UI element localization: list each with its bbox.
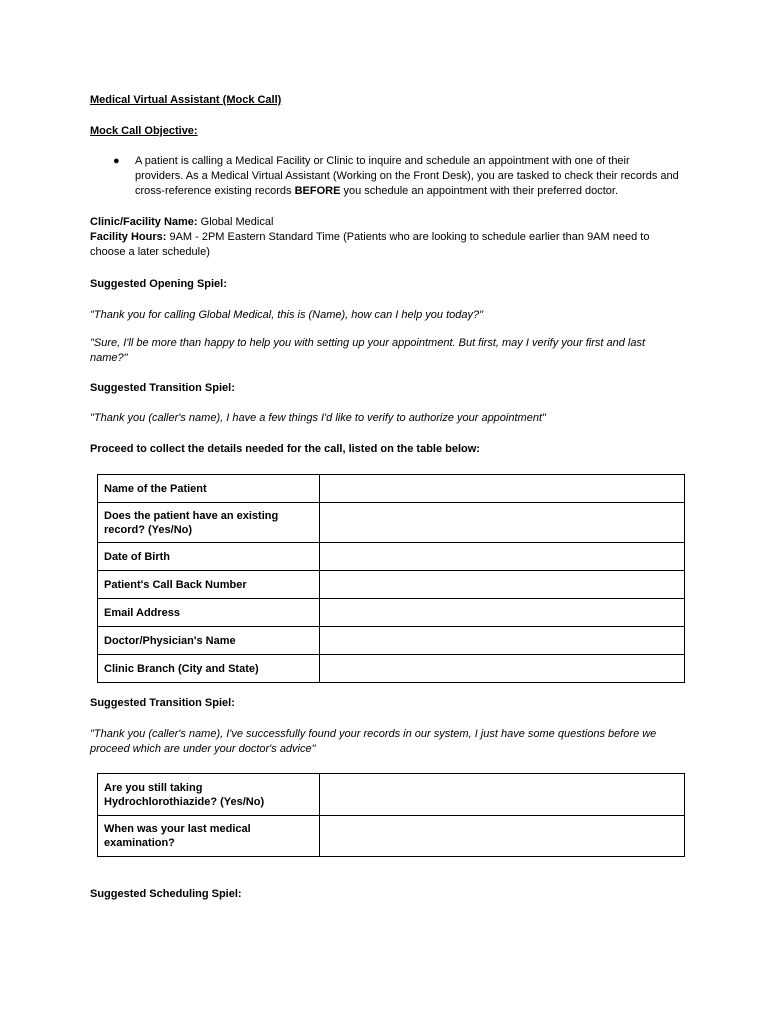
table-row <box>98 774 685 816</box>
objective-text-emphasis: BEFORE <box>294 185 341 197</box>
opening-line-2: "Sure, I'll be more than happy to help you with setting up your appointment. But first, may I verify your first and last name?" <box>90 337 646 364</box>
table-row <box>98 571 685 599</box>
row-value-field[interactable] <box>320 475 685 503</box>
scheduling-heading: Suggested Scheduling Spiel: <box>90 888 242 900</box>
row-label: When was your last medical examination? <box>98 816 320 857</box>
row-label: Clinic Branch (City and State) <box>98 655 320 683</box>
row-value-field[interactable] <box>320 503 685 543</box>
objective-text-part2: you schedule an appointment with their preferred doctor. <box>340 185 619 197</box>
facility-name-value: Global Medical <box>197 216 274 228</box>
transition-1-heading: Suggested Transition Spiel: <box>90 382 235 394</box>
transition-1-line: "Thank you (caller's name), I have a few things I'd like to verify to authorize your appointment" <box>90 412 546 424</box>
row-value-field[interactable] <box>320 543 685 571</box>
row-value-field[interactable] <box>320 816 685 857</box>
table-row <box>98 627 685 655</box>
facility-name-label: Clinic/Facility Name: <box>90 216 198 228</box>
transition-2-line: "Thank you (caller's name), I've successfully found your records in our system, I just have some questions before we proceed which are under your doctor's advice" <box>90 728 657 755</box>
objective-text-part1: A patient is calling a Medical Facility or Clinic to inquire and schedule an appointment with one of their providers. As a Medical Virtual Assistant (Working on the Front Desk), you are tasked to check their records and cross-reference existing records <box>135 155 679 197</box>
row-label: Are you still taking Hydrochlorothiazide? (Yes/No) <box>98 774 320 816</box>
facility-info <box>90 215 680 260</box>
objective-heading: Mock Call Objective: <box>90 125 198 137</box>
table-row <box>98 655 685 683</box>
row-value-field[interactable] <box>320 627 685 655</box>
medical-questions-table <box>97 773 685 857</box>
row-label: Doctor/Physician's Name <box>98 627 320 655</box>
row-value-field[interactable] <box>320 571 685 599</box>
row-label: Does the patient have an existing record? (Yes/No) <box>98 503 320 543</box>
row-label: Name of the Patient <box>98 475 320 503</box>
proceed-instruction: Proceed to collect the details needed for the call, listed on the table below: <box>90 443 480 455</box>
table-row <box>98 543 685 571</box>
row-value-field[interactable] <box>320 655 685 683</box>
table-row <box>98 503 685 543</box>
row-label: Date of Birth <box>98 543 320 571</box>
table-row <box>98 599 685 627</box>
opening-heading: Suggested Opening Spiel: <box>90 278 227 290</box>
row-value-field[interactable] <box>320 599 685 627</box>
document-title: Medical Virtual Assistant (Mock Call) <box>90 94 282 106</box>
opening-line-1: "Thank you for calling Global Medical, this is (Name), how can I help you today?" <box>90 309 483 321</box>
objective-bullet-text <box>135 154 680 199</box>
row-label: Email Address <box>98 599 320 627</box>
patient-details-table <box>97 474 685 683</box>
facility-hours-value: 9AM - 2PM Eastern Standard Time (Patients who are looking to schedule earlier than 9AM need to choose a later schedule) <box>90 231 650 258</box>
table-row <box>98 816 685 857</box>
row-value-field[interactable] <box>320 774 685 816</box>
bullet-icon: ● <box>113 155 120 167</box>
transition-2-heading: Suggested Transition Spiel: <box>90 697 235 709</box>
row-label: Patient's Call Back Number <box>98 571 320 599</box>
table-row <box>98 475 685 503</box>
facility-hours-label: Facility Hours: <box>90 231 167 243</box>
